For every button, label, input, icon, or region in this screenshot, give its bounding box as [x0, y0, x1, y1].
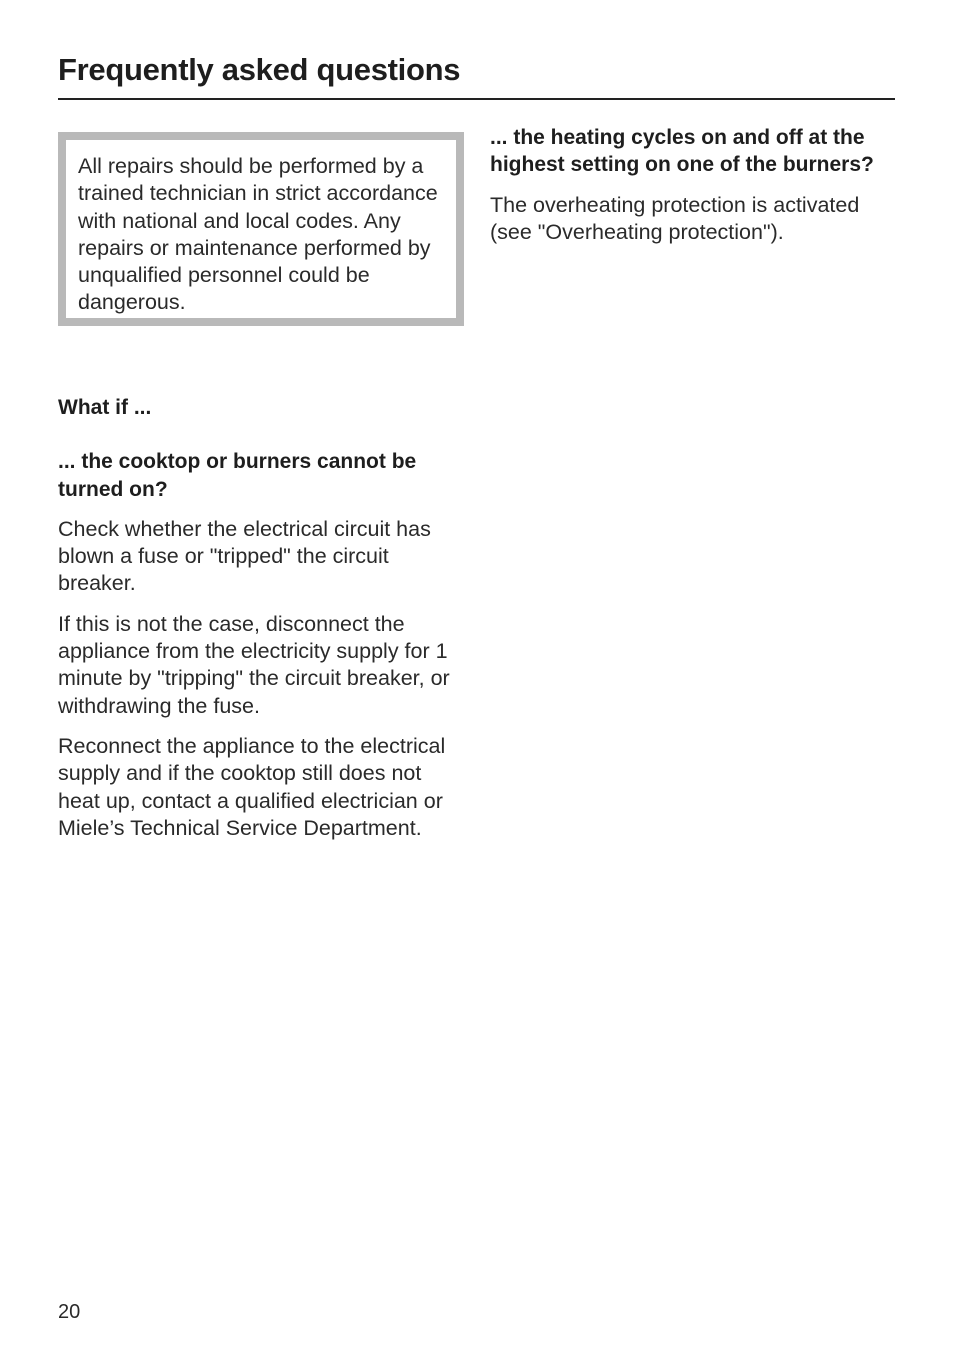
answer-paragraph: Reconnect the appliance to the electrical supply and if the cooktop still does not heat up, contact a qualified electrician or Miele’s Technical Service Department. [58, 733, 446, 840]
right-column [490, 124, 900, 246]
left-column [58, 394, 468, 842]
answer-paragraph: Check whether the electrical circuit has blown a fuse or "tripped" the circuit breaker. [58, 516, 431, 596]
title-divider [58, 98, 895, 100]
answer-paragraph: The overheating protection is activated (see "Overheating protection"). [490, 192, 860, 244]
page-title: Frequently asked questions [58, 52, 461, 87]
warning-text: All repairs should be performed by a trained technician in strict accordance with national and local codes. Any repairs or maintenance performed by unqualified personnel could be dangerous. [78, 154, 438, 315]
warning-box [58, 132, 464, 326]
question-heading: ... the heating cycles on and off at the highest setting on one of the burners? [490, 126, 874, 177]
question-heading: ... the cooktop or burners cannot be turned on? [58, 450, 417, 501]
what-if-heading: What if ... [58, 396, 152, 419]
answer-paragraph: If this is not the case, disconnect the appliance from the electricity supply for 1 minute by "tripping" the circuit breaker, or withdrawing the fuse. [58, 611, 450, 718]
page-number: 20 [58, 1301, 81, 1323]
